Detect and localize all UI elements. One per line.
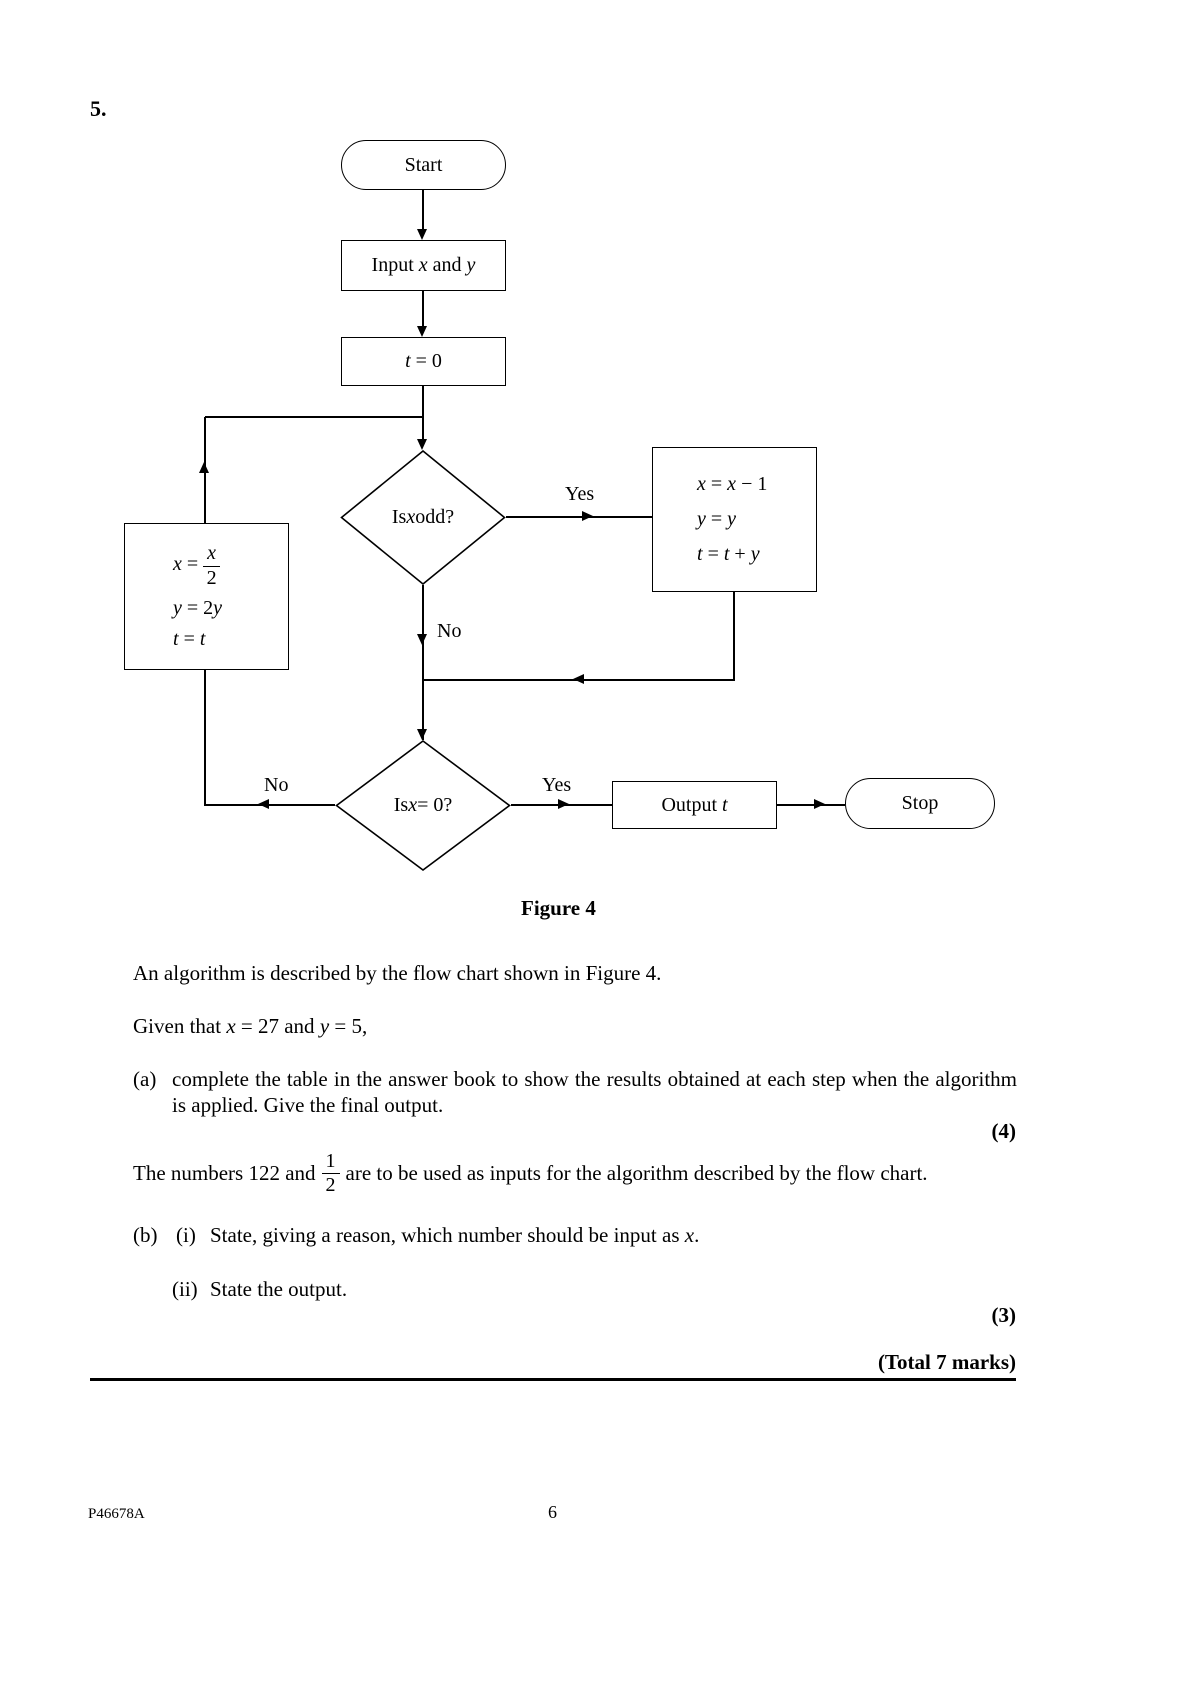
part-b-label: (b) [133,1223,158,1247]
numbers-suffix: are to be used as inputs for the algorithm described by the flow chart. [345,1160,928,1185]
question-number: 5. [90,96,107,121]
decision-is-x-zero [335,740,511,871]
page-number: 6 [548,1502,557,1522]
fraction-numerator: 1 [322,1150,340,1174]
output-label: Output t [661,793,728,816]
half-fraction [322,1150,340,1197]
odd-box-line1: x = x − 1 [697,473,768,495]
decision-is-x-odd [340,450,506,585]
t-zero-process-box [341,337,506,386]
arrowhead-yes1 [582,511,593,521]
given-paragraph: Given that x = 27 and y = 5, [133,1014,368,1038]
connector-oddbox-down [733,592,735,681]
stop-terminator [845,778,995,829]
no-label-2: No [264,774,289,796]
arrowhead-into-t0 [417,326,427,337]
start-label: Start [404,153,443,176]
bottom-rule [90,1378,1016,1381]
figure-caption: Figure 4 [521,896,596,920]
arrowhead-loop-up [199,462,209,473]
odd-box-line2: y = y [697,508,737,530]
arrowhead-into-decision2 [417,729,427,740]
start-terminator [341,140,506,190]
connector-t0-decision1 [422,386,424,444]
fraction-denominator: 2 [325,1174,336,1197]
part-b-i-label: (i) [176,1223,196,1247]
intro-paragraph: An algorithm is described by the flow chart shown in Figure 4. [133,961,662,985]
connector-input-t0 [422,291,424,329]
arrowhead-back-left [573,674,584,684]
output-process-box [612,781,777,829]
numbers-sentence [133,1150,1033,1197]
input-label: Input x and y [371,254,476,276]
fraction-numerator: x [203,542,220,566]
even-box-fraction [203,542,220,589]
even-branch-process-box [124,523,289,670]
arrowhead-into-input [417,229,427,240]
part-a-text: complete the table in the answer book to show the results obtained at each step when the algorithm is applied. Give the final output. [172,1067,1017,1117]
even-box-line1-lhs: x = [173,553,199,576]
part-b-i-text: State, giving a reason, which number should be input as x. [210,1223,700,1247]
connector-yes1 [506,516,652,518]
paper-code: P46678A [88,1506,145,1522]
even-box-line1 [173,542,220,589]
t-zero-label: t = 0 [405,350,442,372]
connector-no2 [205,804,335,806]
connector-decision1-decision2 [422,585,424,740]
yes-label-1: Yes [565,483,595,505]
decision2-label: Is x = 0? [393,794,453,816]
total-marks: (Total 7 marks) [877,1350,1016,1374]
odd-branch-process-box [652,447,817,592]
yes-label-2: Yes [542,774,572,796]
stop-label: Stop [901,792,939,814]
input-process-box [341,240,506,291]
decision1-label: Is x odd? [391,506,455,528]
even-box-line2: y = 2y [173,596,223,619]
connector-start-input [422,190,424,232]
arrowhead-into-decision1 [417,439,427,450]
part-b-ii-label: (ii) [172,1277,198,1301]
arrowhead-no1 [417,634,427,645]
arrowhead-no2 [258,799,269,809]
numbers-prefix: The numbers 122 and [133,1160,316,1185]
arrowhead-yes2 [558,799,569,809]
arrowhead-into-stop [814,799,825,809]
part-a-label: (a) [133,1067,157,1091]
even-box-line3: t = t [173,627,206,650]
part-b-marks: (3) [991,1303,1016,1327]
connector-loop-top [205,416,423,418]
fraction-denominator: 2 [206,566,217,589]
part-a-marks: (4) [991,1119,1016,1143]
no-label-1: No [437,620,462,642]
part-b-ii-text: State the output. [210,1277,348,1301]
connector-output-stop [777,804,845,806]
odd-box-line3: t = t + y [697,543,760,565]
